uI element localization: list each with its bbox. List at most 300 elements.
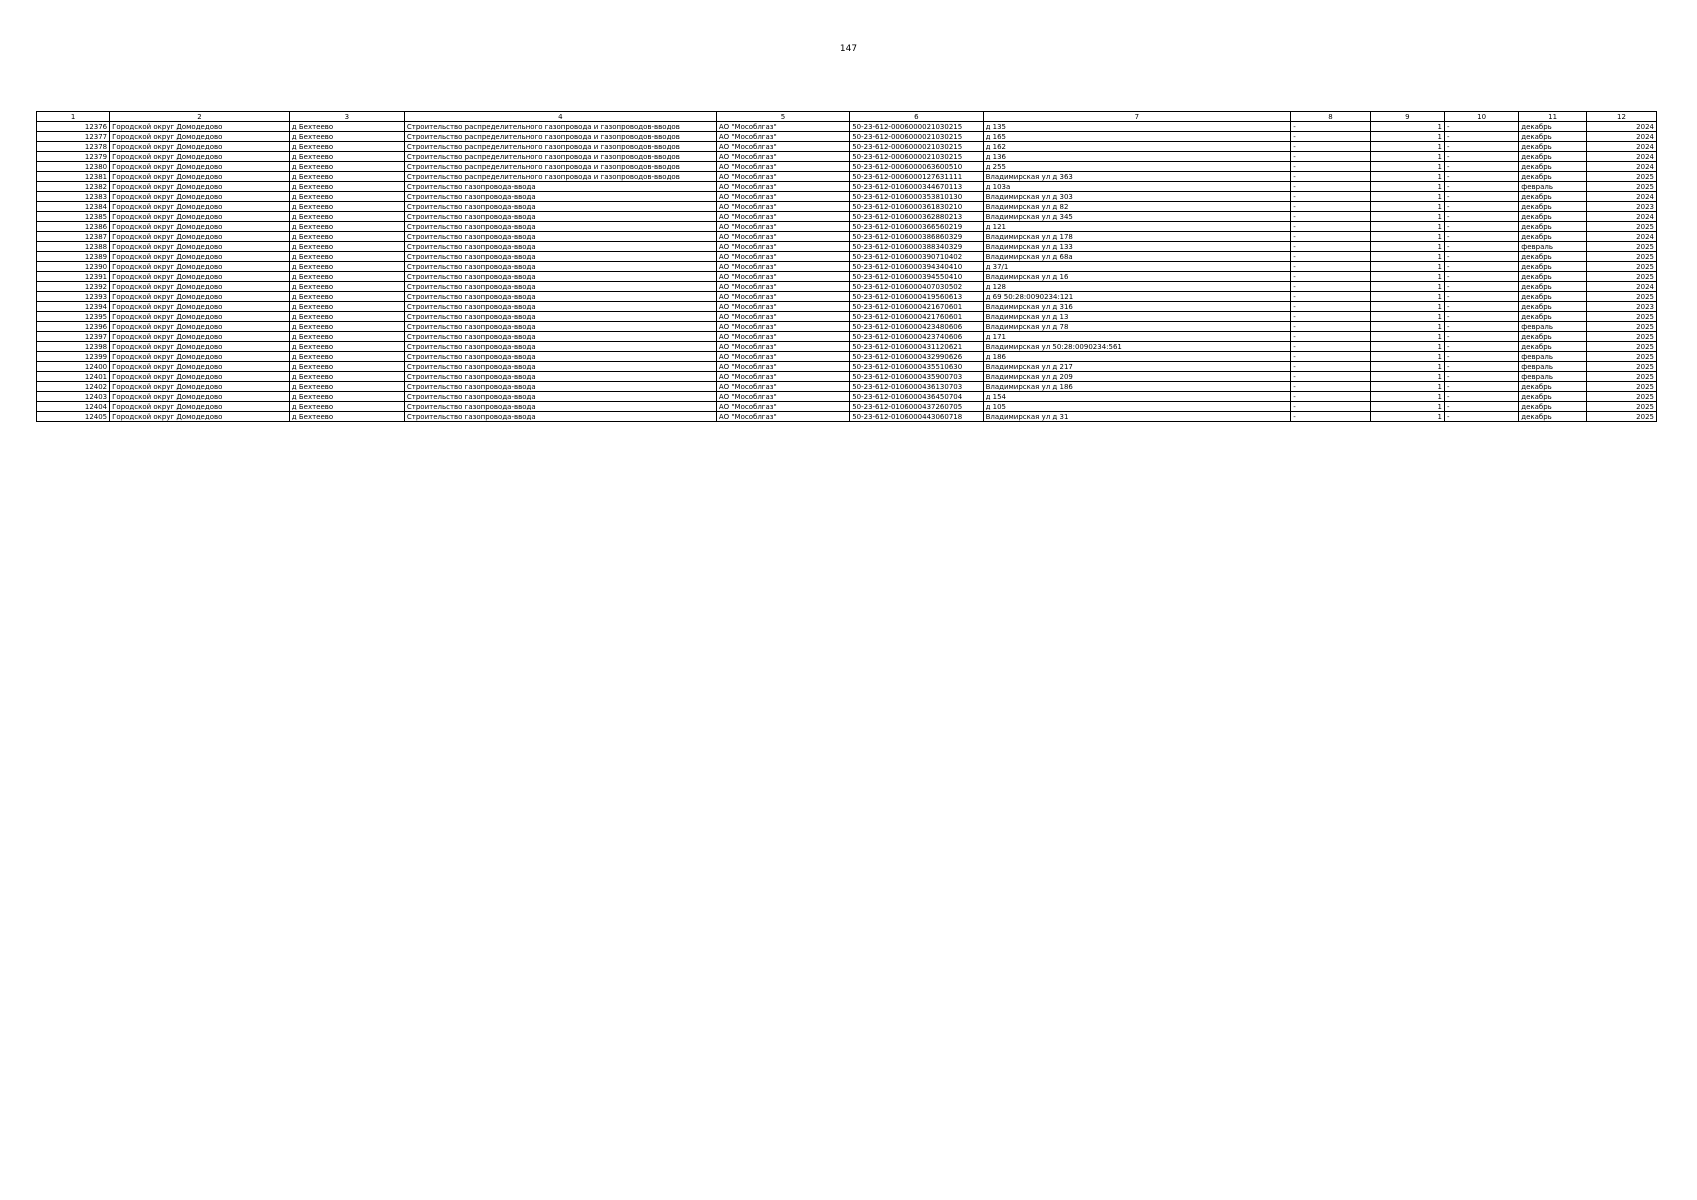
district-cell: Городской округ Домодедово xyxy=(110,302,290,312)
col10-cell: - xyxy=(1445,172,1519,182)
year-cell: 2024 xyxy=(1587,152,1657,162)
district-cell: Городской округ Домодедово xyxy=(110,242,290,252)
address-cell: Владимирская ул д 178 xyxy=(983,232,1291,242)
col10-cell: - xyxy=(1445,142,1519,152)
row-number-cell: 12403 xyxy=(37,392,110,402)
col10-cell: - xyxy=(1445,202,1519,212)
year-cell: 2025 xyxy=(1587,252,1657,262)
row-number-cell: 12400 xyxy=(37,362,110,372)
district-cell: Городской округ Домодедово xyxy=(110,182,290,192)
work-type-cell: Строительство газопровода-ввода xyxy=(404,392,716,402)
table-row xyxy=(37,252,1657,262)
count-cell: 1 xyxy=(1370,152,1444,162)
table-row xyxy=(37,262,1657,272)
locality-cell: д Бехтеево xyxy=(289,292,404,302)
row-number-cell: 12398 xyxy=(37,342,110,352)
table-row xyxy=(37,282,1657,292)
locality-cell: д Бехтеево xyxy=(289,232,404,242)
row-number-cell: 12396 xyxy=(37,322,110,332)
table-row xyxy=(37,192,1657,202)
col8-cell: - xyxy=(1291,392,1371,402)
table-row xyxy=(37,142,1657,152)
month-cell: декабрь xyxy=(1519,412,1587,422)
year-cell: 2025 xyxy=(1587,322,1657,332)
district-cell: Городской округ Домодедово xyxy=(110,282,290,292)
col8-cell: - xyxy=(1291,182,1371,192)
row-number-cell: 12381 xyxy=(37,172,110,182)
count-cell: 1 xyxy=(1370,302,1444,312)
organization-cell: АО "Мособлгаз" xyxy=(716,142,849,152)
table-row xyxy=(37,132,1657,142)
column-header: 1 xyxy=(37,112,110,122)
row-number-cell: 12405 xyxy=(37,412,110,422)
application-number-cell: 50-23-612-0106000407030502 xyxy=(850,282,983,292)
district-cell: Городской округ Домодедово xyxy=(110,212,290,222)
count-cell: 1 xyxy=(1370,182,1444,192)
application-number-cell: 50-23-612-0006000127631111 xyxy=(850,172,983,182)
locality-cell: д Бехтеево xyxy=(289,352,404,362)
table-row xyxy=(37,382,1657,392)
count-cell: 1 xyxy=(1370,172,1444,182)
year-cell: 2023 xyxy=(1587,302,1657,312)
row-number-cell: 12376 xyxy=(37,122,110,132)
organization-cell: АО "Мособлгаз" xyxy=(716,372,849,382)
work-type-cell: Строительство газопровода-ввода xyxy=(404,312,716,322)
month-cell: февраль xyxy=(1519,362,1587,372)
work-type-cell: Строительство газопровода-ввода xyxy=(404,352,716,362)
col10-cell: - xyxy=(1445,292,1519,302)
column-header: 11 xyxy=(1519,112,1587,122)
address-cell: Владимирская ул д 316 xyxy=(983,302,1291,312)
organization-cell: АО "Мособлгаз" xyxy=(716,202,849,212)
work-type-cell: Строительство газопровода-ввода xyxy=(404,322,716,332)
month-cell: декабрь xyxy=(1519,402,1587,412)
locality-cell: д Бехтеево xyxy=(289,162,404,172)
count-cell: 1 xyxy=(1370,242,1444,252)
organization-cell: АО "Мособлгаз" xyxy=(716,222,849,232)
work-type-cell: Строительство газопровода-ввода xyxy=(404,412,716,422)
application-number-cell: 50-23-612-0106000435900703 xyxy=(850,372,983,382)
count-cell: 1 xyxy=(1370,122,1444,132)
organization-cell: АО "Мособлгаз" xyxy=(716,182,849,192)
locality-cell: д Бехтеево xyxy=(289,322,404,332)
row-number-cell: 12399 xyxy=(37,352,110,362)
count-cell: 1 xyxy=(1370,162,1444,172)
table-row xyxy=(37,312,1657,322)
application-number-cell: 50-23-612-0106000419560613 xyxy=(850,292,983,302)
table-row xyxy=(37,202,1657,212)
col8-cell: - xyxy=(1291,312,1371,322)
month-cell: декабрь xyxy=(1519,162,1587,172)
locality-cell: д Бехтеево xyxy=(289,392,404,402)
col10-cell: - xyxy=(1445,342,1519,352)
row-number-cell: 12388 xyxy=(37,242,110,252)
application-number-cell: 50-23-612-0106000394340410 xyxy=(850,262,983,272)
col10-cell: - xyxy=(1445,362,1519,372)
application-number-cell: 50-23-612-0006000021030215 xyxy=(850,132,983,142)
col10-cell: - xyxy=(1445,312,1519,322)
organization-cell: АО "Мособлгаз" xyxy=(716,172,849,182)
district-cell: Городской округ Домодедово xyxy=(110,132,290,142)
row-number-cell: 12397 xyxy=(37,332,110,342)
district-cell: Городской округ Домодедово xyxy=(110,142,290,152)
column-header: 6 xyxy=(850,112,983,122)
district-cell: Городской округ Домодедово xyxy=(110,232,290,242)
col10-cell: - xyxy=(1445,302,1519,312)
locality-cell: д Бехтеево xyxy=(289,222,404,232)
col10-cell: - xyxy=(1445,152,1519,162)
col10-cell: - xyxy=(1445,162,1519,172)
col8-cell: - xyxy=(1291,122,1371,132)
organization-cell: АО "Мособлгаз" xyxy=(716,312,849,322)
district-cell: Городской округ Домодедово xyxy=(110,202,290,212)
month-cell: декабрь xyxy=(1519,312,1587,322)
district-cell: Городской округ Домодедово xyxy=(110,342,290,352)
month-cell: декабрь xyxy=(1519,332,1587,342)
count-cell: 1 xyxy=(1370,312,1444,322)
row-number-cell: 12386 xyxy=(37,222,110,232)
table-row xyxy=(37,272,1657,282)
work-type-cell: Строительство газопровода-ввода xyxy=(404,222,716,232)
col8-cell: - xyxy=(1291,302,1371,312)
col8-cell: - xyxy=(1291,162,1371,172)
row-number-cell: 12385 xyxy=(37,212,110,222)
table-row xyxy=(37,242,1657,252)
address-cell: д 37/1 xyxy=(983,262,1291,272)
count-cell: 1 xyxy=(1370,352,1444,362)
locality-cell: д Бехтеево xyxy=(289,282,404,292)
year-cell: 2023 xyxy=(1587,202,1657,212)
locality-cell: д Бехтеево xyxy=(289,132,404,142)
month-cell: декабрь xyxy=(1519,122,1587,132)
district-cell: Городской округ Домодедово xyxy=(110,332,290,342)
application-number-cell: 50-23-612-0106000423480606 xyxy=(850,322,983,332)
month-cell: декабрь xyxy=(1519,152,1587,162)
count-cell: 1 xyxy=(1370,332,1444,342)
col10-cell: - xyxy=(1445,352,1519,362)
locality-cell: д Бехтеево xyxy=(289,262,404,272)
work-type-cell: Строительство газопровода-ввода xyxy=(404,302,716,312)
count-cell: 1 xyxy=(1370,392,1444,402)
row-number-cell: 12380 xyxy=(37,162,110,172)
locality-cell: д Бехтеево xyxy=(289,192,404,202)
organization-cell: АО "Мособлгаз" xyxy=(716,152,849,162)
work-type-cell: Строительство газопровода-ввода xyxy=(404,262,716,272)
locality-cell: д Бехтеево xyxy=(289,182,404,192)
year-cell: 2025 xyxy=(1587,402,1657,412)
address-cell: д 255 xyxy=(983,162,1291,172)
address-cell: д 162 xyxy=(983,142,1291,152)
year-cell: 2024 xyxy=(1587,162,1657,172)
work-type-cell: Строительство газопровода-ввода xyxy=(404,372,716,382)
application-number-cell: 50-23-612-0106000366560219 xyxy=(850,222,983,232)
address-cell: д 69 50:28:0090234:121 xyxy=(983,292,1291,302)
col10-cell: - xyxy=(1445,252,1519,262)
row-number-cell: 12391 xyxy=(37,272,110,282)
table-row xyxy=(37,342,1657,352)
work-type-cell: Строительство распределительного газопровода и газопроводов-вводов xyxy=(404,152,716,162)
district-cell: Городской округ Домодедово xyxy=(110,382,290,392)
table-row xyxy=(37,362,1657,372)
month-cell: февраль xyxy=(1519,182,1587,192)
address-cell: д 121 xyxy=(983,222,1291,232)
organization-cell: АО "Мособлгаз" xyxy=(716,342,849,352)
column-header: 9 xyxy=(1370,112,1444,122)
application-number-cell: 50-23-612-0006000021030215 xyxy=(850,122,983,132)
district-cell: Городской округ Домодедово xyxy=(110,362,290,372)
application-number-cell: 50-23-612-0106000394550410 xyxy=(850,272,983,282)
year-cell: 2024 xyxy=(1587,122,1657,132)
col8-cell: - xyxy=(1291,412,1371,422)
count-cell: 1 xyxy=(1370,382,1444,392)
table-row xyxy=(37,402,1657,412)
table-row xyxy=(37,222,1657,232)
count-cell: 1 xyxy=(1370,132,1444,142)
locality-cell: д Бехтеево xyxy=(289,312,404,322)
organization-cell: АО "Мособлгаз" xyxy=(716,382,849,392)
col10-cell: - xyxy=(1445,392,1519,402)
work-type-cell: Строительство газопровода-ввода xyxy=(404,202,716,212)
district-cell: Городской округ Домодедово xyxy=(110,172,290,182)
district-cell: Городской округ Домодедово xyxy=(110,252,290,262)
count-cell: 1 xyxy=(1370,222,1444,232)
table-row xyxy=(37,162,1657,172)
work-type-cell: Строительство газопровода-ввода xyxy=(404,272,716,282)
application-number-cell: 50-23-612-0106000388340329 xyxy=(850,242,983,252)
organization-cell: АО "Мособлгаз" xyxy=(716,332,849,342)
application-number-cell: 50-23-612-0106000353810130 xyxy=(850,192,983,202)
district-cell: Городской округ Домодедово xyxy=(110,292,290,302)
address-cell: Владимирская ул д 345 xyxy=(983,212,1291,222)
count-cell: 1 xyxy=(1370,322,1444,332)
column-number-row xyxy=(37,112,1657,122)
work-type-cell: Строительство распределительного газопровода и газопроводов-вводов xyxy=(404,142,716,152)
work-type-cell: Строительство газопровода-ввода xyxy=(404,252,716,262)
col8-cell: - xyxy=(1291,202,1371,212)
organization-cell: АО "Мособлгаз" xyxy=(716,232,849,242)
col8-cell: - xyxy=(1291,352,1371,362)
address-cell: д 135 xyxy=(983,122,1291,132)
count-cell: 1 xyxy=(1370,292,1444,302)
organization-cell: АО "Мособлгаз" xyxy=(716,132,849,142)
month-cell: февраль xyxy=(1519,322,1587,332)
col8-cell: - xyxy=(1291,272,1371,282)
organization-cell: АО "Мособлгаз" xyxy=(716,262,849,272)
application-number-cell: 50-23-612-0106000421760601 xyxy=(850,312,983,322)
organization-cell: АО "Мособлгаз" xyxy=(716,162,849,172)
address-cell: Владимирская ул д 13 xyxy=(983,312,1291,322)
row-number-cell: 12401 xyxy=(37,372,110,382)
col10-cell: - xyxy=(1445,272,1519,282)
year-cell: 2025 xyxy=(1587,362,1657,372)
col8-cell: - xyxy=(1291,382,1371,392)
col10-cell: - xyxy=(1445,212,1519,222)
work-type-cell: Строительство газопровода-ввода xyxy=(404,192,716,202)
organization-cell: АО "Мособлгаз" xyxy=(716,192,849,202)
work-type-cell: Строительство газопровода-ввода xyxy=(404,332,716,342)
year-cell: 2025 xyxy=(1587,182,1657,192)
count-cell: 1 xyxy=(1370,362,1444,372)
month-cell: декабрь xyxy=(1519,132,1587,142)
locality-cell: д Бехтеево xyxy=(289,172,404,182)
work-type-cell: Строительство газопровода-ввода xyxy=(404,362,716,372)
row-number-cell: 12387 xyxy=(37,232,110,242)
column-header: 12 xyxy=(1587,112,1657,122)
col10-cell: - xyxy=(1445,122,1519,132)
month-cell: декабрь xyxy=(1519,292,1587,302)
row-number-cell: 12390 xyxy=(37,262,110,272)
table-row xyxy=(37,322,1657,332)
row-number-cell: 12379 xyxy=(37,152,110,162)
col8-cell: - xyxy=(1291,292,1371,302)
work-type-cell: Строительство газопровода-ввода xyxy=(404,342,716,352)
count-cell: 1 xyxy=(1370,272,1444,282)
work-type-cell: Строительство газопровода-ввода xyxy=(404,182,716,192)
year-cell: 2025 xyxy=(1587,372,1657,382)
count-cell: 1 xyxy=(1370,232,1444,242)
row-number-cell: 12395 xyxy=(37,312,110,322)
registry-table xyxy=(36,111,1657,422)
address-cell: Владимирская ул д 303 xyxy=(983,192,1291,202)
month-cell: декабрь xyxy=(1519,252,1587,262)
col8-cell: - xyxy=(1291,342,1371,352)
count-cell: 1 xyxy=(1370,282,1444,292)
address-cell: Владимирская ул д 68а xyxy=(983,252,1291,262)
year-cell: 2024 xyxy=(1587,132,1657,142)
locality-cell: д Бехтеево xyxy=(289,272,404,282)
application-number-cell: 50-23-612-0106000436130703 xyxy=(850,382,983,392)
month-cell: февраль xyxy=(1519,242,1587,252)
month-cell: декабрь xyxy=(1519,382,1587,392)
locality-cell: д Бехтеево xyxy=(289,332,404,342)
year-cell: 2024 xyxy=(1587,282,1657,292)
work-type-cell: Строительство распределительного газопровода и газопроводов-вводов xyxy=(404,162,716,172)
col10-cell: - xyxy=(1445,182,1519,192)
year-cell: 2025 xyxy=(1587,382,1657,392)
application-number-cell: 50-23-612-0006000063600510 xyxy=(850,162,983,172)
work-type-cell: Строительство газопровода-ввода xyxy=(404,212,716,222)
year-cell: 2025 xyxy=(1587,342,1657,352)
work-type-cell: Строительство распределительного газопровода и газопроводов-вводов xyxy=(404,122,716,132)
month-cell: декабрь xyxy=(1519,202,1587,212)
address-cell: Владимирская ул д 82 xyxy=(983,202,1291,212)
month-cell: декабрь xyxy=(1519,302,1587,312)
column-header: 10 xyxy=(1445,112,1519,122)
month-cell: февраль xyxy=(1519,372,1587,382)
year-cell: 2025 xyxy=(1587,172,1657,182)
month-cell: декабрь xyxy=(1519,232,1587,242)
address-cell: д 103а xyxy=(983,182,1291,192)
organization-cell: АО "Мособлгаз" xyxy=(716,272,849,282)
district-cell: Городской округ Домодедово xyxy=(110,262,290,272)
month-cell: декабрь xyxy=(1519,222,1587,232)
organization-cell: АО "Мособлгаз" xyxy=(716,352,849,362)
year-cell: 2025 xyxy=(1587,312,1657,322)
table-row xyxy=(37,372,1657,382)
year-cell: 2025 xyxy=(1587,222,1657,232)
table-row xyxy=(37,152,1657,162)
locality-cell: д Бехтеево xyxy=(289,362,404,372)
district-cell: Городской округ Домодедово xyxy=(110,272,290,282)
organization-cell: АО "Мособлгаз" xyxy=(716,412,849,422)
locality-cell: д Бехтеево xyxy=(289,412,404,422)
application-number-cell: 50-23-612-0106000362880213 xyxy=(850,212,983,222)
address-cell: Владимирская ул д 78 xyxy=(983,322,1291,332)
count-cell: 1 xyxy=(1370,372,1444,382)
application-number-cell: 50-23-612-0106000390710402 xyxy=(850,252,983,262)
count-cell: 1 xyxy=(1370,212,1444,222)
work-type-cell: Строительство газопровода-ввода xyxy=(404,242,716,252)
application-number-cell: 50-23-612-0106000423740606 xyxy=(850,332,983,342)
locality-cell: д Бехтеево xyxy=(289,402,404,412)
application-number-cell: 50-23-612-0106000431120621 xyxy=(850,342,983,352)
month-cell: декабрь xyxy=(1519,282,1587,292)
locality-cell: д Бехтеево xyxy=(289,372,404,382)
locality-cell: д Бехтеево xyxy=(289,202,404,212)
column-header: 8 xyxy=(1291,112,1371,122)
col10-cell: - xyxy=(1445,242,1519,252)
col8-cell: - xyxy=(1291,362,1371,372)
col8-cell: - xyxy=(1291,212,1371,222)
organization-cell: АО "Мособлгаз" xyxy=(716,242,849,252)
table-row xyxy=(37,392,1657,402)
application-number-cell: 50-23-612-0106000361830210 xyxy=(850,202,983,212)
column-header: 3 xyxy=(289,112,404,122)
year-cell: 2024 xyxy=(1587,192,1657,202)
col8-cell: - xyxy=(1291,222,1371,232)
col10-cell: - xyxy=(1445,222,1519,232)
year-cell: 2025 xyxy=(1587,412,1657,422)
year-cell: 2024 xyxy=(1587,212,1657,222)
locality-cell: д Бехтеево xyxy=(289,212,404,222)
row-number-cell: 12382 xyxy=(37,182,110,192)
count-cell: 1 xyxy=(1370,192,1444,202)
col8-cell: - xyxy=(1291,282,1371,292)
address-cell: Владимирская ул д 16 xyxy=(983,272,1291,282)
table-row xyxy=(37,232,1657,242)
month-cell: декабрь xyxy=(1519,172,1587,182)
row-number-cell: 12383 xyxy=(37,192,110,202)
col10-cell: - xyxy=(1445,372,1519,382)
address-cell: Владимирская ул д 209 xyxy=(983,372,1291,382)
month-cell: декабрь xyxy=(1519,342,1587,352)
table-row xyxy=(37,412,1657,422)
work-type-cell: Строительство газопровода-ввода xyxy=(404,402,716,412)
district-cell: Городской округ Домодедово xyxy=(110,152,290,162)
address-cell: д 165 xyxy=(983,132,1291,142)
locality-cell: д Бехтеево xyxy=(289,382,404,392)
year-cell: 2024 xyxy=(1587,142,1657,152)
count-cell: 1 xyxy=(1370,342,1444,352)
work-type-cell: Строительство распределительного газопровода и газопроводов-вводов xyxy=(404,132,716,142)
row-number-cell: 12404 xyxy=(37,402,110,412)
count-cell: 1 xyxy=(1370,202,1444,212)
locality-cell: д Бехтеево xyxy=(289,152,404,162)
address-cell: Владимирская ул д 217 xyxy=(983,362,1291,372)
month-cell: декабрь xyxy=(1519,142,1587,152)
count-cell: 1 xyxy=(1370,412,1444,422)
col8-cell: - xyxy=(1291,132,1371,142)
month-cell: декабрь xyxy=(1519,212,1587,222)
row-number-cell: 12392 xyxy=(37,282,110,292)
col8-cell: - xyxy=(1291,232,1371,242)
organization-cell: АО "Мособлгаз" xyxy=(716,122,849,132)
locality-cell: д Бехтеево xyxy=(289,122,404,132)
count-cell: 1 xyxy=(1370,402,1444,412)
district-cell: Городской округ Домодедово xyxy=(110,162,290,172)
table-row xyxy=(37,352,1657,362)
organization-cell: АО "Мособлгаз" xyxy=(716,282,849,292)
